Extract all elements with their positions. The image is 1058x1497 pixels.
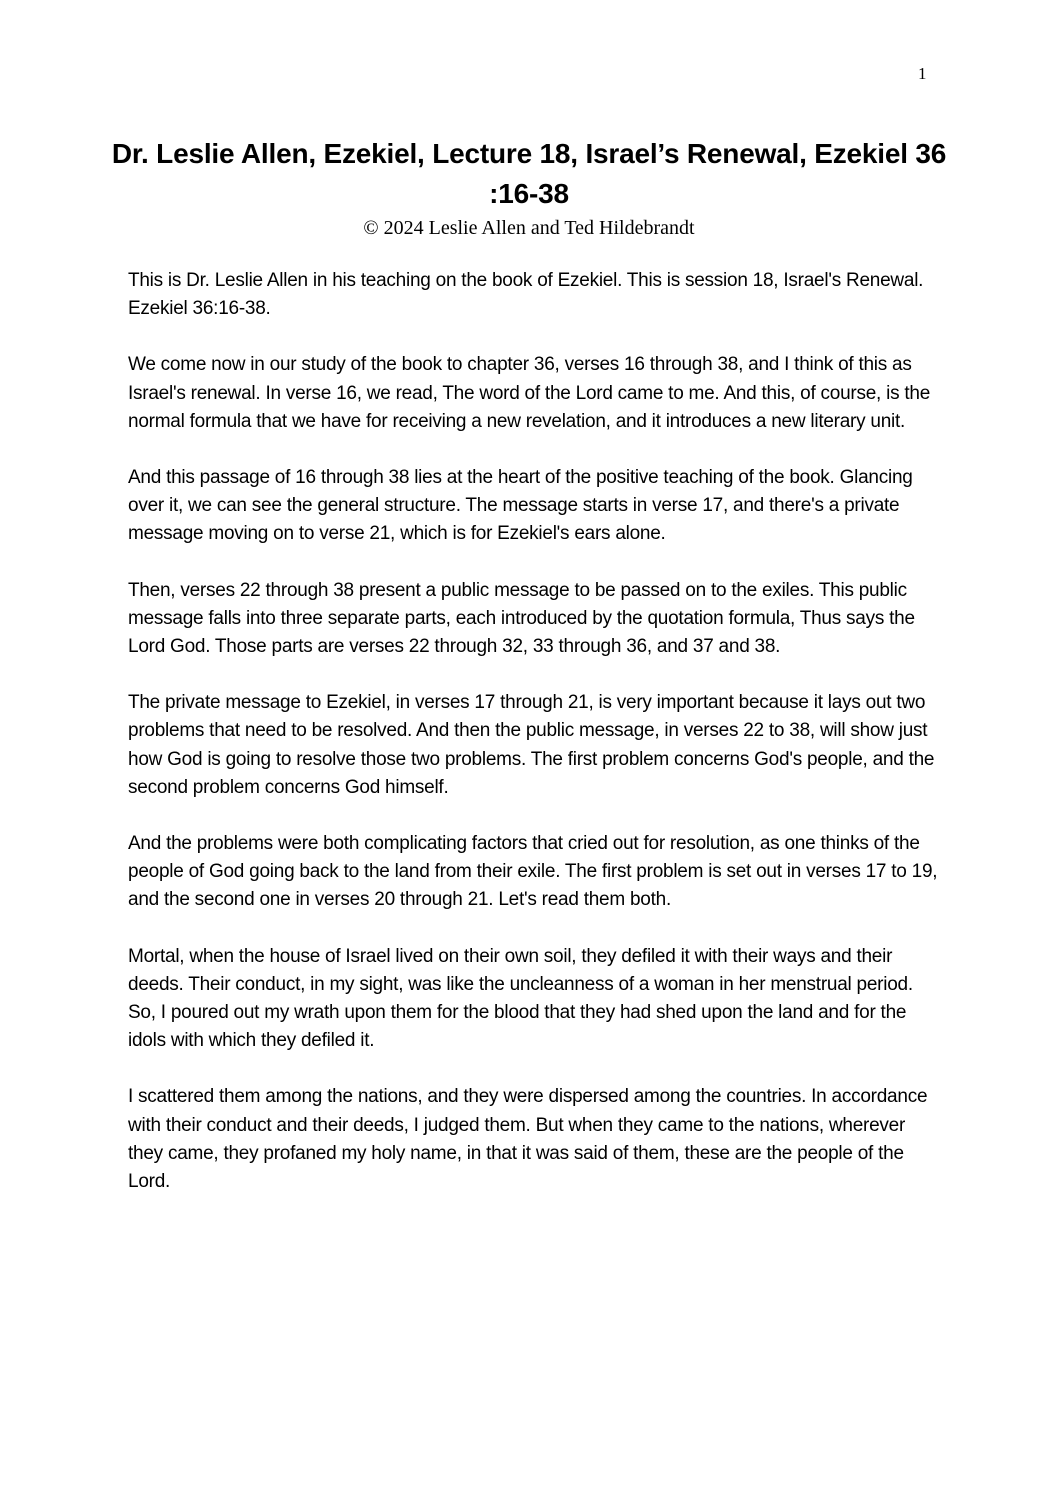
document-body	[128, 267, 938, 1224]
page-number: 1	[918, 64, 927, 83]
paragraph-2: We come now in our study of the book to chapter 36, verses 16 through 38, and I think of this as Israel's renewal. In verse 16, we read, The word of the Lord came to me. And this, of course, is the normal formula that we have for receiving a new revelation, and it introduces a new literary unit.	[128, 354, 931, 432]
paragraph-4: Then, verses 22 through 38 present a public message to be passed on to the exiles. This public message falls into three separate parts, each introduced by the quotation formula, Thus says the Lord God. Those parts are verses 22 through 32, 33 through 36, and 37 and 38.	[128, 579, 915, 658]
paragraph-5: The private message to Ezekiel, in verses 17 through 21, is very important because it lays out two problems that need to be resolved. And then the public message, in verses 22 to 38, will show just how God is going to resolve those two problems. The first problem concerns God's people, and the second problem concerns God himself.	[128, 692, 935, 798]
document-title: Dr. Leslie Allen, Ezekiel, Lecture 18, Israel’s Renewal, Ezekiel 36 :16-38	[111, 138, 947, 209]
paragraph-1: This is Dr. Leslie Allen in his teaching on the book of Ezekiel. This is session 18, Israel's Renewal. Ezekiel 36:16-38.	[128, 270, 924, 320]
paragraph-6: And the problems were both complicating factors that cried out for resolution, as one thinks of the people of God going back to the land from their exile. The first problem is set out in verses 17 to 19, and the second one in verses 20 through 21. Let's read them both.	[128, 833, 938, 911]
paragraph-3: And this passage of 16 through 38 lies at the heart of the positive teaching of the book. Glancing over it, we can see the general structure. The message starts in verse 17, and there's a private message moving on to verse 21, which is for Ezekiel's ears alone.	[128, 467, 913, 545]
paragraph-7: Mortal, when the house of Israel lived on their own soil, they defiled it with their ways and their deeds. Their conduct, in my sight, was like the uncleanness of a woman in her menstrual period. So, I poured out my wrath upon them for the blood that they had shed upon the land and for the idols with which they defiled it.	[128, 945, 913, 1052]
paragraph-8: I scattered them among the nations, and they were dispersed among the countries. In accordance with their conduct and their deeds, I judged them. But when they came to the nations, wherever they came, they profaned my holy name, in that it was said of them, these are the people of the Lord.	[128, 1086, 928, 1193]
copyright-line: © 2024 Leslie Allen and Ted Hildebrandt	[363, 217, 695, 239]
